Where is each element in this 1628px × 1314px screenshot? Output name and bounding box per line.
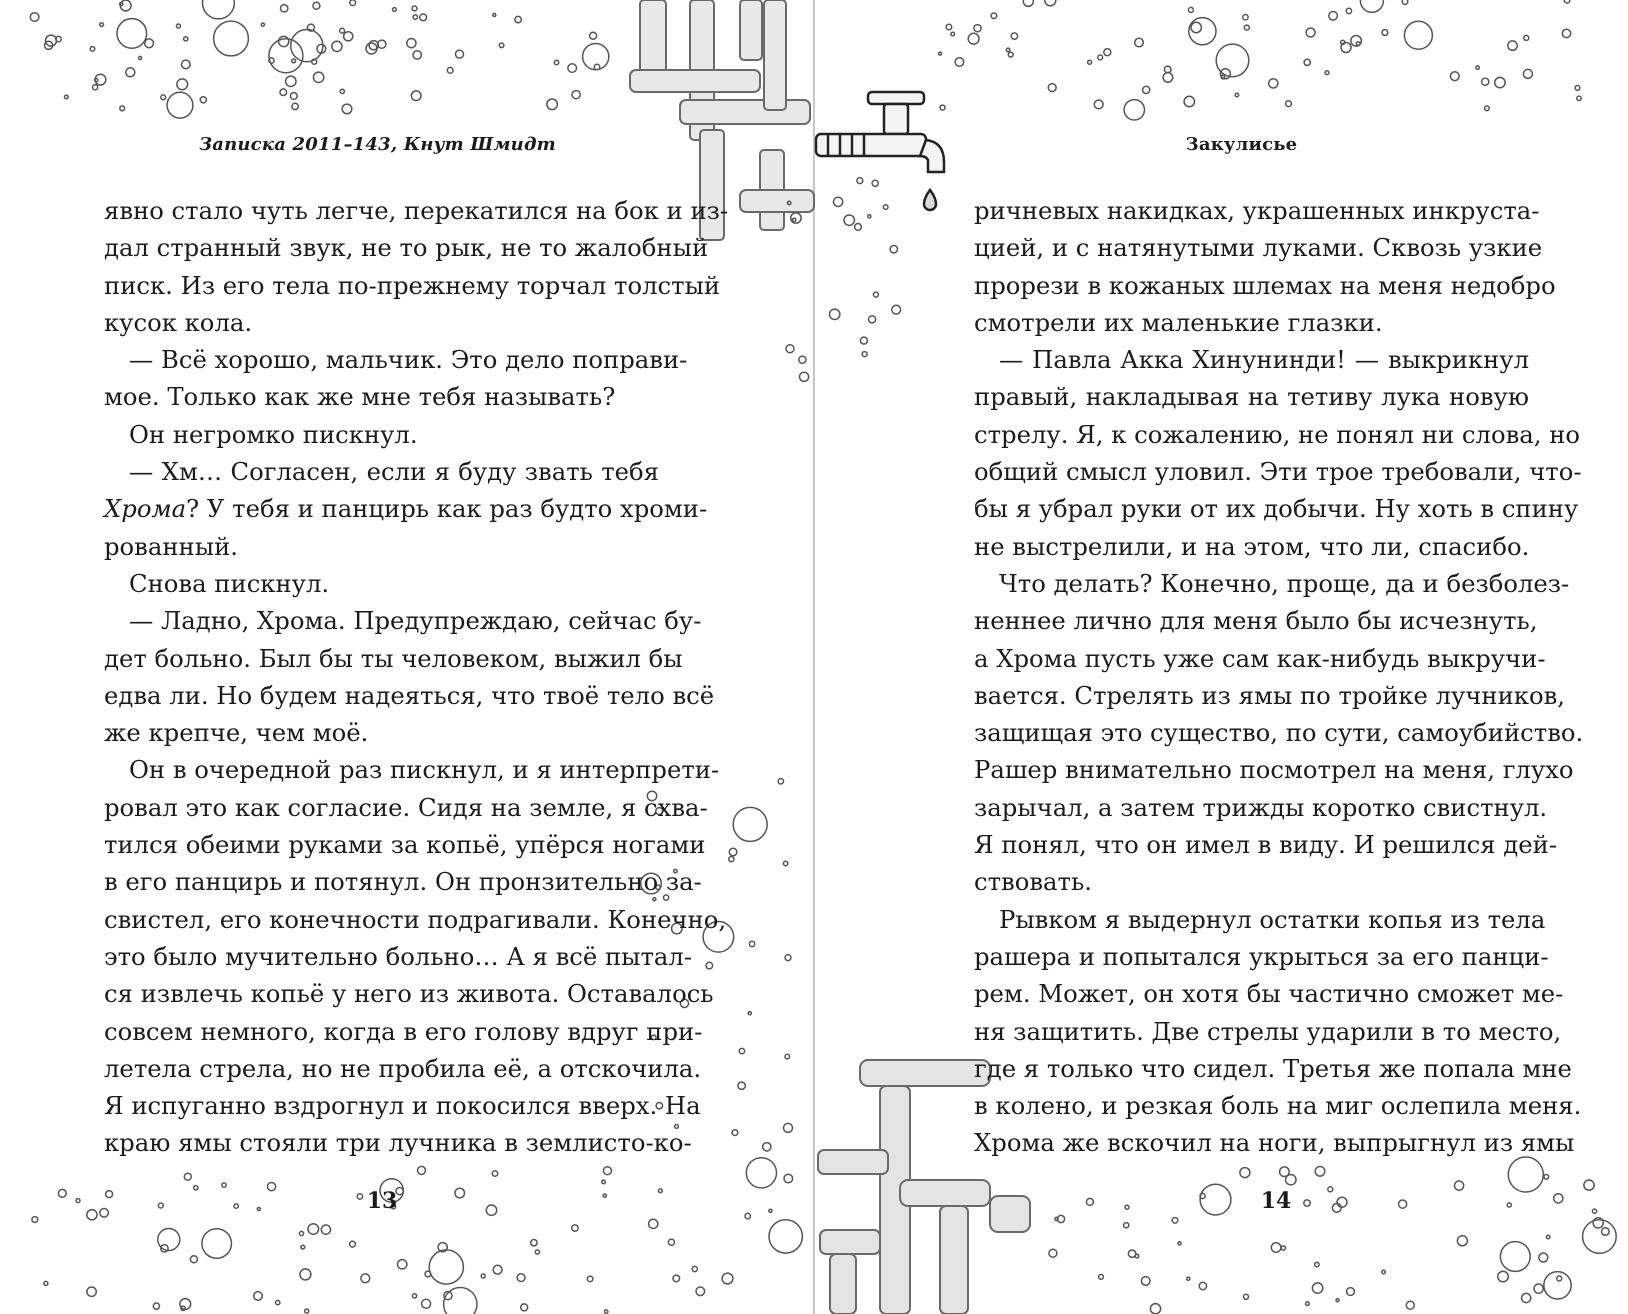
text-line: — Ладно, Хрома. Предупреждаю, сейчас бу- (129, 606, 702, 636)
text-line: едва ли. Но будем надеяться, что твоё тело всё (104, 680, 715, 710)
text-line: Рывком я выдернул остатки копья из тела (999, 904, 1546, 934)
text-line: дет больно. Был бы ты человеком, выжил бы (104, 643, 683, 673)
text-line: Он негромко пискнул. (129, 419, 418, 449)
text-line: в его панцирь и потянул. Он пронзительно за- (104, 867, 702, 897)
text-line: ровал это как согласие. Сидя на земле, я схва- (104, 792, 708, 822)
text-line: Хрома? У тебя и панцирь как раз будто хроми- (104, 494, 708, 524)
text-line: — Хм… Согласен, если я буду звать тебя (129, 457, 659, 487)
text-line: мое. Только как же мне тебя называть? (104, 382, 616, 412)
text-line: зарычал, а затем трижды коротко свистнул. (974, 792, 1548, 822)
text-line: — Всё хорошо, мальчик. Это дело поправи- (129, 345, 688, 375)
text-line: писк. Из его тела по-прежнему торчал толстый (104, 270, 721, 300)
text-line: ся извлечь копьё у него из живота. Оставалось (104, 979, 714, 1009)
text-line: совсем немного, когда в его голову вдруг при- (104, 1016, 703, 1046)
text-line: ричневых накидках, украшенных инкруста- (974, 196, 1540, 225)
text-line: Он в очередной раз пискнул, и я интерпрети- (129, 755, 720, 785)
text-line: свистел, его конечности подрагивали. Конечно, (104, 904, 727, 934)
text-line: Я испуганно вздрогнул и покосился вверх. На (104, 1091, 701, 1121)
text-line: дал странный звук, не то рык, не то жалобный (104, 233, 709, 263)
text-line: — Павла Акка Хинунинди! — выкрикнул (999, 345, 1529, 375)
right-page (814, 0, 1628, 1314)
text-line: ня защитить. Две стрелы ударили в то место, (974, 1016, 1562, 1046)
text-line: бы я убрал руки от их добычи. Ну хоть в спину (974, 494, 1579, 524)
text-line: не выстрелили, и на этом, что ли, спасибо. (974, 531, 1530, 561)
running-head: Записка 2011–143, Кнут Шмидт (199, 134, 556, 155)
text-line: Я понял, что он имел в виду. И решился дей- (974, 830, 1558, 860)
text-line: рованный. (104, 531, 238, 561)
text-line: смотрели их маленькие глазки. (974, 307, 1383, 337)
text-line: тился обеими руками за копьё, упёрся ногами (104, 830, 706, 860)
text-line: где я только что сидел. Третья же попала мне (974, 1053, 1572, 1083)
text-line: общий смысл уловил. Эти трое требовали, что- (974, 457, 1582, 487)
text-line: вается. Стрелять из ямы по тройке лучников, (974, 680, 1565, 710)
text-line: ствовать. (974, 867, 1092, 897)
text-line: летела стрела, но не пробила её, а отскочила. (104, 1053, 702, 1083)
body-text (974, 192, 1584, 1162)
text-line: цией, и с натянутыми луками. Сквозь узкие (974, 233, 1543, 263)
page-number: 14 (1260, 1188, 1292, 1214)
running-head: Закулисье (1185, 134, 1298, 155)
text-line: в колено, и резкая боль на миг ослепила меня. (974, 1091, 1582, 1121)
text-line: явно стало чуть легче, перекатился на бок и из- (104, 196, 729, 225)
text-line: рашера и попытался укрыться за его панци- (974, 941, 1549, 971)
text-line: краю ямы стояли три лучника в землисто-ко- (104, 1128, 692, 1158)
text-line: Снова пискнул. (129, 568, 330, 598)
text-line: это было мучительно больно… А я всё пытал- (104, 941, 693, 971)
page-number: 13 (366, 1188, 398, 1214)
body-text (104, 192, 729, 1162)
text-line: Хрома же вскочил на ноги, выпрыгнул из ямы (974, 1128, 1575, 1158)
text-line: Рашер внимательно посмотрел на меня, глухо (974, 755, 1574, 785)
text-line: защищая это существо, по сути, самоубийство. (974, 718, 1584, 748)
text-line: прорези в кожаных шлемах на меня недобро (974, 270, 1556, 300)
text-line: же крепче, чем моё. (104, 718, 369, 748)
text-line: неннее лично для меня было бы исчезнуть, (974, 606, 1538, 636)
text-line: правый, накладывая на тетиву лука новую (974, 382, 1529, 412)
text-line: рем. Может, он хотя бы частично сможет ме- (974, 979, 1564, 1009)
text-line: кусок кола. (104, 307, 253, 337)
text-line: а Хрома пусть уже сам как-нибудь выкручи- (974, 643, 1546, 673)
text-line: Что делать? Конечно, проще, да и безболез- (999, 568, 1570, 598)
text-line: стрелу. Я, к сожалению, не понял ни слова, но (974, 419, 1581, 449)
